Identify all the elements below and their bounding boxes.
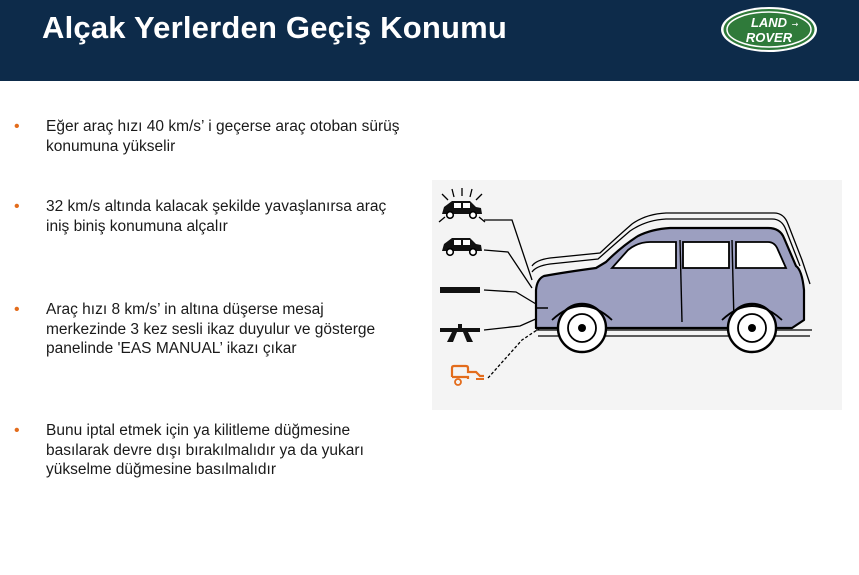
bullet-item bbox=[14, 421, 414, 480]
bullet-text: Eğer araç hızı 40 km/s’ i geçerse araç otoban sürüş konumuna yükselir bbox=[46, 118, 400, 155]
bullet-item bbox=[14, 197, 414, 236]
bullet-marker: • bbox=[14, 301, 20, 318]
header-bar bbox=[0, 0, 859, 81]
bullet-item bbox=[14, 300, 414, 359]
bullet-text: 32 km/s altında kalacak şekilde yavaşlanırsa araç iniş biniş konumuna alçalır bbox=[46, 198, 387, 235]
bullet-marker: • bbox=[14, 118, 20, 135]
bullet-marker: • bbox=[14, 198, 20, 215]
logo-arrow: → bbox=[791, 20, 799, 29]
vehicle-height-illustration bbox=[432, 180, 842, 410]
access-height-bar-icon bbox=[440, 287, 480, 293]
land-rover-logo bbox=[720, 6, 818, 53]
bullet-text: Araç hızı 8 km/s’ in altına düşerse mesaj merkezinde 3 kez sesli ikaz duyulur ve gösterge panelinde 'EAS MANUAL’ ikazı çıkar bbox=[46, 301, 376, 357]
bullet-marker: • bbox=[14, 422, 20, 439]
bullet-text: Bunu iptal etmek için ya kilitleme düğmesine basılarak devre dışı bırakılmalıdır ya da yukarı yükselme düğmesine basılmalıdır bbox=[46, 422, 364, 478]
logo-text-bottom: ROVER bbox=[745, 30, 793, 45]
page-title: Alçak Yerlerden Geçiş Konumu bbox=[42, 10, 508, 45]
bullet-item bbox=[14, 117, 414, 156]
logo-text-top: LAND bbox=[750, 15, 788, 30]
